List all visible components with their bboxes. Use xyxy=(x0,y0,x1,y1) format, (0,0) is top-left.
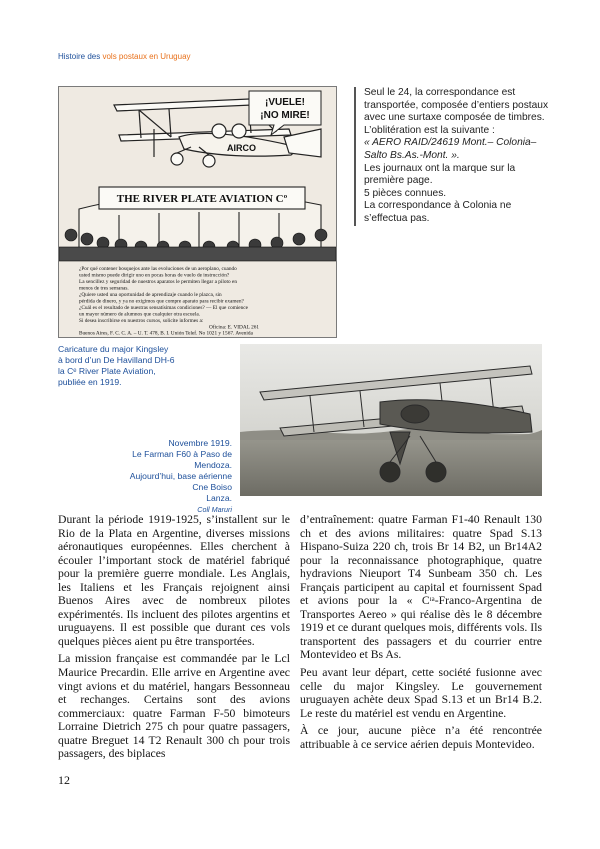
ad-line: Buenos Aires, F. C. C. A. – U. T. 478, B. I. Unión Telef. No 1021 y 1567. Avenida xyxy=(79,330,253,337)
note-line: Les journaux ont la marque sur la première page. xyxy=(364,162,516,187)
note-postmark: « AERO RAID/24619 Mont.– Colonia–Salto Bs.As.-Mont. ». xyxy=(364,137,537,161)
caption-line: publiée en 1919. xyxy=(58,377,122,387)
body-paragraph: À ce jour, aucune pièce n’a été rencontrée attribuable à ce service aérien depuis Montevideo. xyxy=(300,724,542,751)
body-paragraph: Durant la période 1919-1925, s’installent sur le Rio de la Plata en Argentine, diverses missions aéronautiques européennes. Elles cherchent à écouler l’important stock de matériel fabriqué pour la première guerre mondiale. Les Anglais, les Italiens et les Français rejoignent ainsi Buenos Aires avec de nombreux pilotes expérimentés. Ils incluent des pilotes argentins et uruguayens. Il est possible que durant ces vols quelques pièces aient pu être transportées. xyxy=(58,513,290,648)
hangar-sign: THE RIVER PLATE AVIATION Cº xyxy=(116,193,288,205)
photo-credit: Coll Maruri xyxy=(197,505,232,514)
ad-line: usted mismo puede dirigir uno en pocas horas de vuelo de instrucción? xyxy=(79,272,230,279)
ad-line: Oficina: E. VIDAL 261 xyxy=(209,324,260,331)
note-line: La correspondance à Colonia ne s’effectua pas. xyxy=(364,200,512,224)
ad-line: ¿Cuál es el resultado de nuestras sensatísimas condiciones? — El que comience xyxy=(79,305,249,311)
photo-caption xyxy=(120,438,232,515)
header-part-2: vols postaux en Uruguay xyxy=(102,52,191,61)
caption-line: Novembre 1919. xyxy=(168,438,232,448)
note-line: Seul le 24, la correspondance est transportée, composée d’entiers postaux avec une surtaxe composée de timbres. xyxy=(364,87,549,124)
page-number: 12 xyxy=(58,773,70,787)
body-paragraph: d’entraînement: quatre Farman F1-40 Renault 130 ch et des avions militaires: quatre Spad S.13 Hispano-Suiza 220 ch, trois Br 14 B2, un Br14A2 pour la reconnaissance photographique, quatre hydravions Nieuport T4 Sunbeam 350 ch. Les Français participent au capital et fournissent Spad et avions pour la « Cᶦᵃ-Franco-Argentina de Transportes Aereo » qui réalise dès le 8 décembre 1919 et ce durant quelques mois, différents vols. Ils transportent des passagers et du courrier entre Montevideo et Bs As. xyxy=(300,513,542,662)
ad-line: ¿Por qué contener bosquejos ante las evoluciones de un aeroplano, cuando xyxy=(79,266,237,272)
speech-line-2: ¡NO MIRE! xyxy=(260,110,310,121)
body-column-left xyxy=(58,513,290,765)
running-header xyxy=(58,52,191,61)
header-part-1: Histoire des xyxy=(58,52,103,61)
speech-line-1: ¡VUELE! xyxy=(265,97,305,108)
note-line: L’oblitération est la suivante : xyxy=(364,124,495,136)
caption-line: Aujourd’hui, base aérienne Cne Boiso xyxy=(129,471,232,492)
caption-line: à bord d’un De Havilland DH-6 xyxy=(58,355,175,365)
ad-line: La sencillez y seguridad de nuestros aparatos le permiten llegar a piloto en xyxy=(79,279,237,285)
farman-photo xyxy=(240,344,542,496)
body-column-right xyxy=(300,513,542,755)
cartoon-caption xyxy=(58,344,233,388)
caption-line: la Cᵉ River Plate Aviation, xyxy=(58,366,156,376)
ad-line: ¿Quiere usted una oportunidad de aprendizaje cuando le plazca, sin xyxy=(79,292,222,298)
ad-line: menos de tres semanas. xyxy=(79,285,129,292)
ad-line: Si desea inscribirse en nuestros cursos, solicite informes a: xyxy=(79,318,204,324)
ad-line: pérdida de dinero, y ya no exigimos que compre aparato para recibir examen? xyxy=(79,298,244,305)
cartoon-illustration xyxy=(58,86,337,338)
plane-label: AIRCO xyxy=(227,143,256,153)
caption-line: Lanza. xyxy=(206,493,232,503)
ad-line: un mayor número de alumnos que cualquier otra escuela. xyxy=(79,311,201,318)
caption-line: Caricature du major Kingsley xyxy=(58,344,169,354)
body-paragraph: La mission française est commandée par le Lcl Maurice Precardin. Elle arrive en Argentine avec vingt avions et du matériel, hangars Bessonneau et rechanges. Certains sont des avions commerciaux: quatre Farman F-50 bimoteurs Lorraine Dietrich 275 ch pour quatre passagers, quatre Breguet 14 T2 Renault 300 ch pour trois passagers, des biplaces xyxy=(58,652,290,761)
caption-line: Le Farman F60 à Paso de Mendoza. xyxy=(132,449,232,470)
note-line: 5 pièces connues. xyxy=(364,187,447,199)
sidebar-note xyxy=(354,87,550,226)
body-paragraph: Peu avant leur départ, cette société fusionne avec celle du major Kingsley. Le gouvernement uruguayen achète deux Spad S.13 et un Br14 B.2. Le reste du matériel est vendu en Argentine. xyxy=(300,666,542,720)
